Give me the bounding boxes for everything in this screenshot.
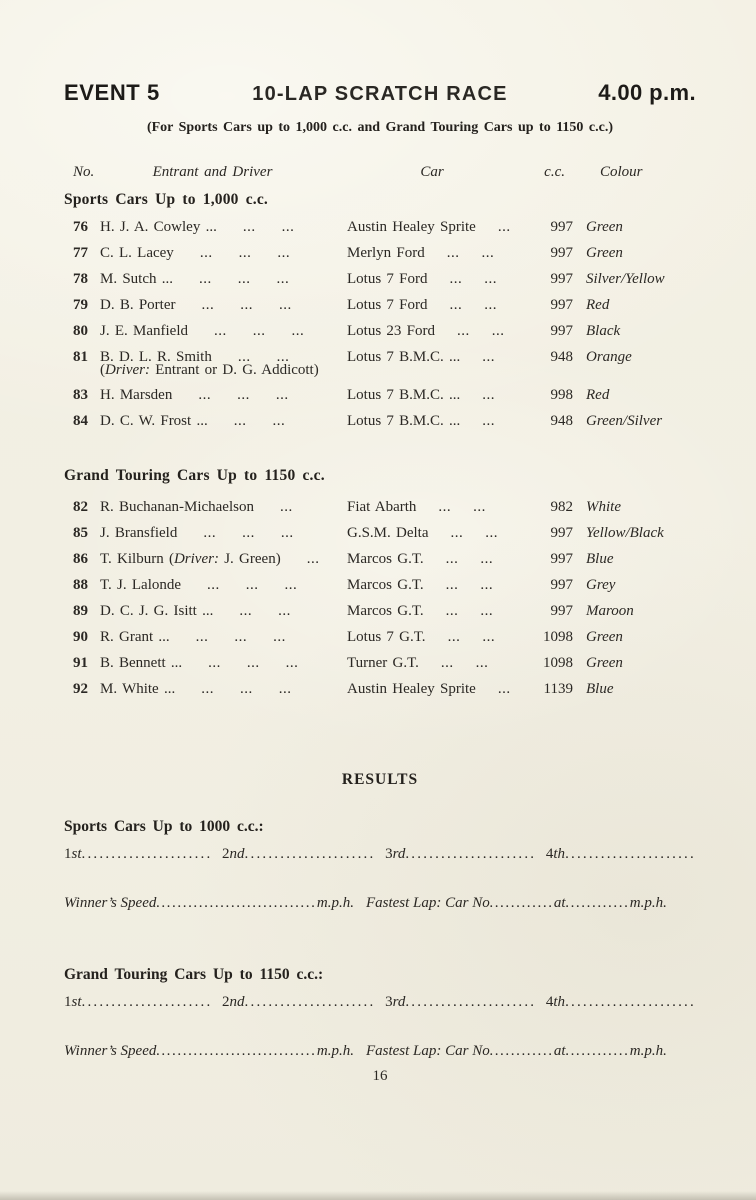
leader-dots: ... <box>482 349 496 365</box>
car-colour: Green/Silver <box>586 413 663 429</box>
car-name <box>347 654 535 672</box>
leader-dots: ... <box>480 551 494 567</box>
driver-word: Driver: <box>173 551 219 567</box>
car-colour: Green <box>586 245 623 261</box>
leader-dots: ... <box>275 387 289 403</box>
text-part: D. B. Porter <box>100 297 176 313</box>
place-blank <box>385 993 536 1012</box>
engine-capacity: 948 <box>550 413 573 429</box>
entry-row <box>64 322 696 340</box>
car-colour: Red <box>586 387 610 403</box>
leader-dots: ... <box>238 245 252 261</box>
car-text: G.S.M. Delta <box>347 525 429 541</box>
text-part: D. C. J. G. Isitt ... <box>100 603 214 619</box>
leader-dots: ... <box>482 413 496 429</box>
car-colour: Green <box>586 629 623 645</box>
col-header-cc: c.c. <box>544 164 565 180</box>
place-suffix: th <box>553 846 566 862</box>
car-number: 77 <box>73 245 88 261</box>
leader-dots: ... <box>237 387 250 403</box>
page-number: 16 <box>372 1068 388 1084</box>
place-suffix: th <box>553 994 566 1010</box>
car-name <box>347 412 535 430</box>
leader-dots: ... <box>446 245 460 261</box>
leader-dots: ... <box>449 271 463 287</box>
leader-dots: ... <box>279 499 293 515</box>
place-suffix: rd <box>392 994 406 1010</box>
entrant-name <box>100 296 347 314</box>
results-class-heading: Sports Cars Up to 1000 c.c.: <box>64 818 264 835</box>
car-number: 76 <box>73 219 88 235</box>
col-header-car: Car <box>420 164 444 180</box>
car-text: Lotus 7 B.M.C. ... <box>347 349 461 365</box>
leader-dots: ... <box>242 219 256 235</box>
col-header-colour: Colour <box>600 164 643 180</box>
dotted-blank: ...................... <box>244 846 376 862</box>
leader-dots: ... <box>279 297 292 313</box>
leader-dots: ... <box>234 629 248 645</box>
text-part: H. J. A. Cowley ... <box>100 219 217 235</box>
car-text: Lotus 23 Ford <box>347 323 436 339</box>
leader-dots: ... <box>438 499 452 515</box>
at-label: at <box>553 895 566 911</box>
leader-dots: ... <box>272 413 286 429</box>
place-blank <box>385 845 536 864</box>
dotted-blank: ............ <box>489 1043 554 1059</box>
text-part: J. E. Manfield <box>100 323 188 339</box>
car-number: 79 <box>73 297 88 313</box>
race-time: 4.00 p.m. <box>598 80 696 105</box>
car-colour: Red <box>586 297 610 313</box>
entry-row <box>64 296 696 314</box>
text-part: B. D. L. R. Smith <box>100 349 212 365</box>
dotted-blank: ...................... <box>565 994 696 1010</box>
entry-row <box>64 244 696 262</box>
place-number: 1 <box>64 994 72 1010</box>
car-colour: Blue <box>586 551 614 567</box>
car-colour: Blue <box>586 681 614 697</box>
engine-capacity: 1098 <box>543 629 573 645</box>
entry-row <box>64 654 696 672</box>
entrant-name <box>100 498 347 516</box>
dotted-blank: .............................. <box>156 1043 317 1059</box>
car-text: Fiat Abarth <box>347 499 417 515</box>
dotted-blank: ...................... <box>244 994 376 1010</box>
car-name <box>347 680 535 698</box>
car-name <box>347 498 535 516</box>
results-title: RESULTS <box>341 771 419 788</box>
class-heading: Grand Touring Cars Up to 1150 c.c. <box>64 467 325 484</box>
dotted-blank: ...................... <box>405 846 537 862</box>
entrant-name <box>100 412 347 430</box>
place-blank <box>64 993 212 1012</box>
leader-dots: ... <box>480 577 494 593</box>
dotted-blank: ...................... <box>81 994 213 1010</box>
results-class <box>64 817 696 913</box>
car-text: Marcos G.T. <box>347 551 424 567</box>
text-part: H. Marsden <box>100 387 173 403</box>
leader-dots: ... <box>285 655 299 671</box>
leader-dots: ... <box>207 577 220 593</box>
car-number: 84 <box>73 413 88 429</box>
car-number: 91 <box>73 655 88 671</box>
winner-speed-line <box>64 1042 696 1061</box>
car-name <box>347 218 535 236</box>
leader-dots: ... <box>252 323 266 339</box>
leader-dots: ... <box>213 323 227 339</box>
leader-dots: ... <box>497 681 511 697</box>
results-class-heading: Grand Touring Cars Up to 1150 c.c.: <box>64 966 324 983</box>
car-text: Marcos G.T. <box>347 577 424 593</box>
car-colour: Silver/Yellow <box>586 271 665 287</box>
mph-label: m.p.h. <box>316 895 354 911</box>
leader-dots: ... <box>208 655 221 671</box>
leader-dots: ... <box>449 297 463 313</box>
car-name <box>347 244 535 262</box>
leader-dots: ... <box>239 681 253 697</box>
leader-dots: ... <box>484 297 498 313</box>
leader-dots: ... <box>482 629 496 645</box>
event-label: EVENT 5 <box>64 80 160 105</box>
engine-capacity: 997 <box>550 271 573 287</box>
dotted-blank: ...................... <box>81 846 213 862</box>
results-section <box>64 770 696 1061</box>
entry-row <box>64 412 696 430</box>
car-number: 83 <box>73 387 88 403</box>
leader-dots: ... <box>497 219 511 235</box>
engine-capacity: 997 <box>550 525 573 541</box>
place-suffix: st <box>71 846 82 862</box>
place-number: 3 <box>385 994 393 1010</box>
finishing-places-line <box>64 993 696 1012</box>
text-part: J. Bransfield <box>100 525 178 541</box>
car-number: 90 <box>73 629 88 645</box>
entrant-name <box>100 322 347 340</box>
fastest-lap-label: Fastest Lap: Car No <box>365 1043 490 1059</box>
car-name <box>347 550 535 568</box>
leader-dots: ... <box>195 629 209 645</box>
leader-dots: ... <box>240 297 253 313</box>
place-blank <box>222 845 375 864</box>
leader-dots: ... <box>233 413 247 429</box>
place-suffix: nd <box>229 994 245 1010</box>
car-number: 78 <box>73 271 88 287</box>
engine-capacity: 997 <box>550 551 573 567</box>
leader-dots: ... <box>484 271 498 287</box>
leader-dots: ... <box>291 323 305 339</box>
engine-capacity: 997 <box>550 603 573 619</box>
leader-dots: ... <box>475 655 489 671</box>
leader-dots: ... <box>277 245 291 261</box>
leader-dots: ... <box>482 387 496 403</box>
entrant-name <box>100 680 347 698</box>
car-colour: Grey <box>586 577 616 593</box>
car-text: Austin Healey Sprite <box>347 681 476 697</box>
car-name <box>347 348 535 366</box>
leader-dots: ... <box>281 219 295 235</box>
leader-dots: ... <box>278 603 291 619</box>
winner-speed-label: Winner’s Speed <box>64 895 157 911</box>
leader-dots: ... <box>242 525 255 541</box>
entry-row <box>64 270 696 288</box>
leader-dots: ... <box>237 271 251 287</box>
entrant-name <box>100 602 347 620</box>
text-part: R. Grant ... <box>100 629 170 645</box>
car-colour: Orange <box>586 349 632 365</box>
place-number: 1 <box>64 846 72 862</box>
entrant-name <box>100 244 347 262</box>
text-part: M. Sutch ... <box>100 271 174 287</box>
at-label: at <box>553 1043 566 1059</box>
engine-capacity: 997 <box>550 323 573 339</box>
leader-dots: ... <box>201 681 214 697</box>
text-part: D. C. W. Frost ... <box>100 413 208 429</box>
dotted-blank: ............ <box>565 895 630 911</box>
eligibility-note: (For Sports Cars up to 1,000 c.c. and Grand Touring Cars up to 1150 c.c.) <box>146 120 614 135</box>
winner-speed-label: Winner’s Speed <box>64 1043 157 1059</box>
place-number: 2 <box>222 846 230 862</box>
entry-sections <box>64 190 696 698</box>
car-colour: Maroon <box>586 603 634 619</box>
text-part: ( <box>100 362 105 378</box>
mph-label: m.p.h. <box>629 1043 667 1059</box>
engine-capacity: 998 <box>550 387 573 403</box>
engine-capacity: 1139 <box>543 681 573 697</box>
dotted-blank: .............................. <box>156 895 317 911</box>
leader-dots: ... <box>306 551 320 567</box>
car-number: 88 <box>73 577 88 593</box>
place-blank <box>64 845 212 864</box>
leader-dots: ... <box>278 681 292 697</box>
class-heading: Sports Cars Up to 1,000 c.c. <box>64 191 269 208</box>
entry-row <box>64 218 696 236</box>
car-text: Lotus 7 B.M.C. ... <box>347 387 461 403</box>
car-number: 92 <box>73 681 88 697</box>
leader-dots: ... <box>245 577 259 593</box>
leader-dots: ... <box>480 603 494 619</box>
car-name <box>347 386 535 404</box>
engine-capacity: 1098 <box>543 655 573 671</box>
car-name <box>347 270 535 288</box>
results-class <box>64 965 696 1061</box>
car-name <box>347 322 535 340</box>
entrant-name <box>100 218 347 236</box>
place-number: 4 <box>545 994 554 1010</box>
leader-dots: ... <box>276 349 290 365</box>
leader-dots: ... <box>198 387 212 403</box>
place-blank <box>222 993 375 1012</box>
car-text: Turner G.T. <box>347 655 419 671</box>
place-number: 4 <box>545 846 554 862</box>
car-name <box>347 602 535 620</box>
car-number: 80 <box>73 323 88 339</box>
engine-capacity: 982 <box>550 499 573 515</box>
entry-row <box>64 498 696 516</box>
car-text: Lotus 7 B.M.C. ... <box>347 413 461 429</box>
column-headers <box>64 163 696 181</box>
winner-speed-line <box>64 894 696 913</box>
event-header <box>64 80 696 106</box>
entry-row <box>64 628 696 646</box>
text-part: C. L. Lacey <box>100 245 174 261</box>
car-number: 81 <box>73 349 88 365</box>
engine-capacity: 997 <box>550 577 573 593</box>
text-part: B. Bennett ... <box>100 655 183 671</box>
leader-dots: ... <box>280 525 294 541</box>
leader-dots: ... <box>276 271 290 287</box>
leader-dots: ... <box>445 551 459 567</box>
leader-dots: ... <box>201 297 215 313</box>
entry-row <box>64 550 696 568</box>
car-text: Marcos G.T. <box>347 603 424 619</box>
leader-dots: ... <box>246 655 260 671</box>
driver-word: Driver: <box>105 362 150 378</box>
place-suffix: nd <box>229 846 245 862</box>
engine-capacity: 997 <box>550 297 573 313</box>
leader-dots: ... <box>199 245 213 261</box>
leader-dots: ... <box>473 499 486 515</box>
leader-dots: ... <box>445 603 459 619</box>
entrant-name <box>100 628 347 646</box>
entrant-name <box>100 576 347 594</box>
car-number: 86 <box>73 551 88 567</box>
leader-dots: ... <box>273 629 286 645</box>
results-classes <box>64 817 696 1061</box>
place-suffix: rd <box>392 846 406 862</box>
text-part: M. White ... <box>100 681 176 697</box>
text-part: T. J. Lalonde <box>100 577 182 593</box>
car-number: 82 <box>73 499 88 515</box>
place-number: 2 <box>222 994 230 1010</box>
car-name <box>347 576 535 594</box>
race-title: 10-LAP SCRATCH RACE <box>252 83 508 105</box>
text-part: Entrant or D. G. Addicott) <box>150 362 319 378</box>
col-header-entrant: Entrant and Driver <box>152 164 273 180</box>
entrant-name <box>100 386 347 404</box>
entry-row <box>64 602 696 620</box>
place-blank <box>546 993 696 1012</box>
entry-row <box>64 386 696 404</box>
car-name <box>347 296 535 314</box>
car-colour: Yellow/Black <box>586 525 664 541</box>
car-text: Lotus 7 Ford <box>347 271 428 287</box>
leader-dots: ... <box>237 349 251 365</box>
place-blank <box>546 845 696 864</box>
text-part: J. Green) <box>218 551 281 567</box>
leader-dots: ... <box>239 603 253 619</box>
entry-row <box>64 680 696 698</box>
car-colour: Green <box>586 219 623 235</box>
entry-row <box>64 524 696 542</box>
text-part: T. Kilburn ( <box>100 551 174 567</box>
dotted-blank: ...................... <box>405 994 537 1010</box>
car-colour: Green <box>586 655 623 671</box>
place-number: 3 <box>385 846 393 862</box>
col-header-no: No. <box>73 164 95 180</box>
car-colour: White <box>586 499 621 515</box>
car-text: Austin Healey Sprite <box>347 219 476 235</box>
engine-capacity: 997 <box>550 245 573 261</box>
text-part: R. Buchanan-Michaelson <box>100 499 254 515</box>
leader-dots: ... <box>491 323 505 339</box>
leader-dots: ... <box>485 525 498 541</box>
mph-label: m.p.h. <box>316 1043 354 1059</box>
engine-capacity: 948 <box>550 349 573 365</box>
leader-dots: ... <box>481 245 495 261</box>
entry-row <box>64 576 696 594</box>
leader-dots: ... <box>450 525 464 541</box>
car-number: 85 <box>73 525 88 541</box>
leader-dots: ... <box>445 577 459 593</box>
leader-dots: ... <box>457 323 470 339</box>
entrant-name <box>100 654 347 672</box>
car-text: Lotus 7 Ford <box>347 297 428 313</box>
engine-capacity: 997 <box>550 219 573 235</box>
car-text: Lotus 7 G.T. <box>347 629 426 645</box>
finishing-places-line <box>64 845 696 864</box>
car-number: 89 <box>73 603 88 619</box>
entrant-name <box>100 270 347 288</box>
leader-dots: ... <box>447 629 461 645</box>
car-text: Merlyn Ford <box>347 245 425 261</box>
fastest-lap-label: Fastest Lap: Car No <box>365 895 490 911</box>
dotted-blank: ............ <box>565 1043 630 1059</box>
entrant-name <box>100 550 347 568</box>
leader-dots: ... <box>284 577 298 593</box>
car-name <box>347 524 535 542</box>
leader-dots: ... <box>199 271 212 287</box>
leader-dots: ... <box>203 525 217 541</box>
car-colour: Black <box>586 323 621 339</box>
place-suffix: st <box>71 994 82 1010</box>
entrant-name <box>100 524 347 542</box>
dotted-blank: ............ <box>489 895 554 911</box>
car-name <box>347 628 535 646</box>
leader-dots: ... <box>440 655 454 671</box>
mph-label: m.p.h. <box>629 895 667 911</box>
dotted-blank: ...................... <box>565 846 696 862</box>
